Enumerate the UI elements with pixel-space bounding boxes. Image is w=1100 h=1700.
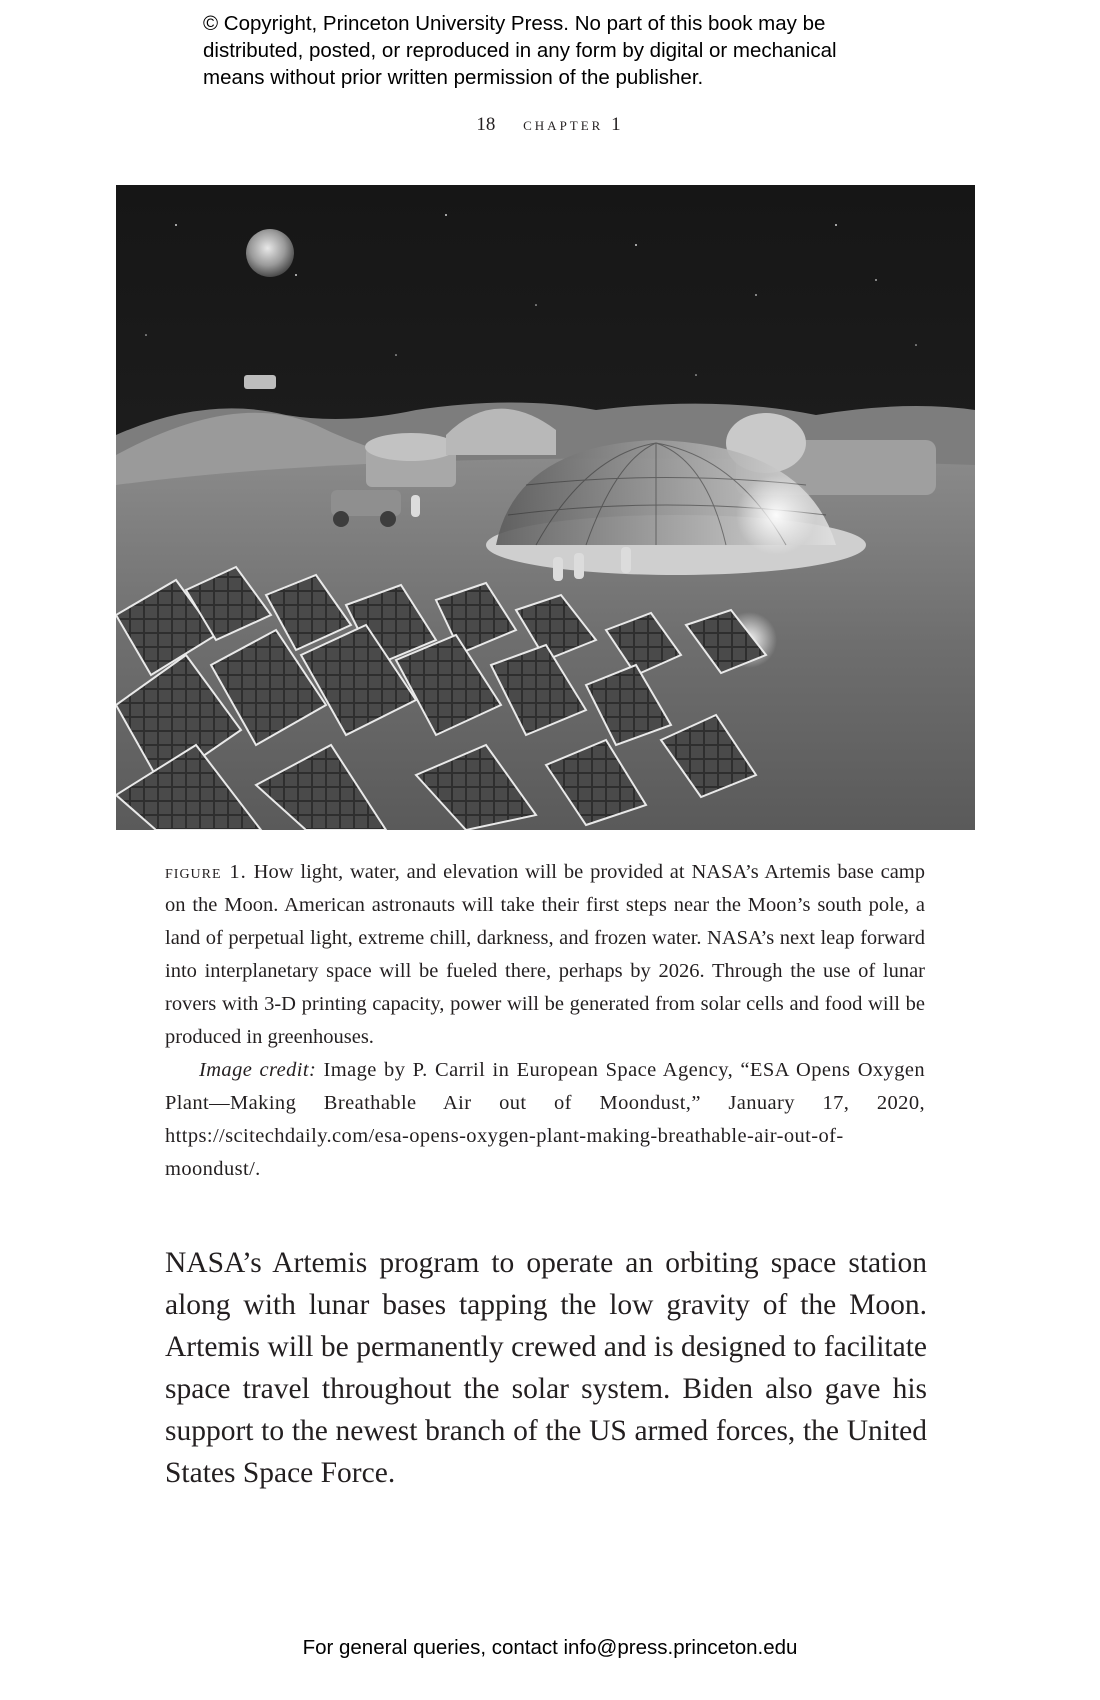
running-head bbox=[0, 114, 1100, 136]
footer-contact: For general queries, contact info@press.princeton.edu bbox=[302, 1636, 798, 1659]
body-text: NASA’s Artemis program to operate an orbiting space station along with lunar bases tapping the low gravity of the Moon. Artemis will be permanently crewed and is designed to facilitate space travel throughout the solar system. Biden also gave his support to the newest branch of the US armed forces, the United States Space Force. bbox=[165, 1247, 927, 1489]
credit-text: Image by P. Carril in European Space Agency, “ESA Opens Oxygen Plant—Making Breathable Air out of Moondust,” January 17, 2020, https://scitechdaily.com/esa-opens-oxygen-plant-making-breathable-air-out-of-moondust/. bbox=[165, 1059, 925, 1180]
copyright-line: distributed, posted, or reproduced in any form by digital or mechanical bbox=[203, 39, 837, 62]
copyright-line: means without prior written permission of the publisher. bbox=[203, 66, 704, 89]
caption-text: How light, water, and elevation will be provided at NASA’s Artemis base camp on the Moon. American astronauts will take their first steps near the Moon’s south pole, a land of perpetual light, extreme chill, darkness, and frozen water. NASA’s next leap forward into interplanetary space will be fueled there, perhaps by 2026. Through the use of lunar rovers with 3-D printing capacity, power will be generated from solar cells and food will be produced in greenhouses. bbox=[165, 861, 925, 1048]
earth-in-sky bbox=[246, 229, 294, 277]
figure-caption bbox=[165, 856, 925, 1186]
copyright-notice bbox=[203, 10, 923, 91]
credit-label: Image credit: bbox=[199, 1059, 317, 1081]
figure-label: figure 1. bbox=[165, 861, 247, 883]
lunar-base-illustration bbox=[116, 185, 975, 830]
copyright-line: © Copyright, Princeton University Press. No part of this book may be bbox=[203, 12, 826, 35]
body-paragraph bbox=[165, 1242, 927, 1494]
page-number: 18 bbox=[476, 114, 496, 135]
chapter-heading: chapter 1 bbox=[523, 114, 624, 135]
